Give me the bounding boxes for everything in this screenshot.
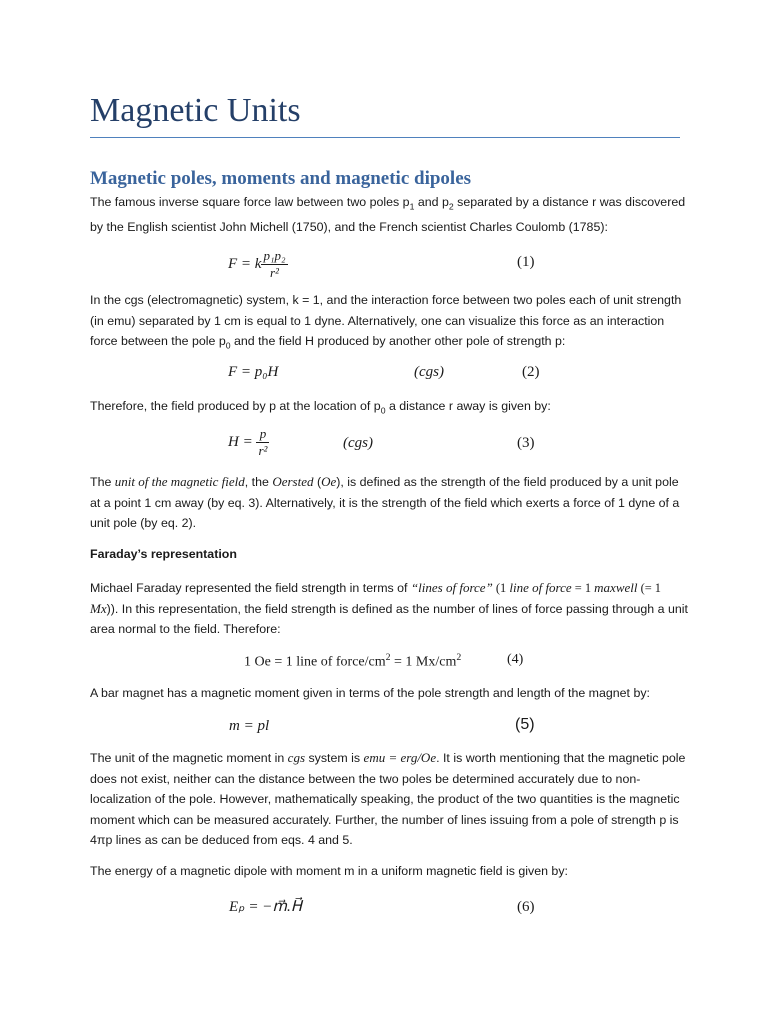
p5-italic-maxwell: maxwell xyxy=(594,580,638,595)
equation-1 xyxy=(228,248,288,281)
p5-text-e: )). In this representation, the field strength is defined as the number of lines of force passing through a unit area normal to the field. Therefore: xyxy=(90,601,688,636)
eq3-fraction xyxy=(256,426,269,459)
p5-text-a: Michael Faraday represented the field strength in terms of xyxy=(90,581,411,595)
p3-text-b: a distance r away is given by: xyxy=(385,399,551,413)
p5-italic-mx: Mx xyxy=(90,600,107,616)
equation-5-number: (5) xyxy=(515,716,535,733)
p4-italic-unit: unit of the magnetic field xyxy=(114,474,245,489)
equation-1-number: (1) xyxy=(517,254,535,270)
eq4-sup-1: 2 xyxy=(385,652,391,663)
equation-3-note: (cgs) xyxy=(343,435,373,451)
equation-2: F = p₀H xyxy=(228,364,279,380)
paragraph-cgs-system xyxy=(90,290,690,356)
equation-4 xyxy=(244,652,461,671)
eq1-lhs: F = k xyxy=(228,255,262,272)
eq3-numerator: p xyxy=(256,426,269,443)
paragraph-faraday xyxy=(90,578,690,640)
p5-italic-line-of-force: line of force xyxy=(509,580,572,595)
p4-text-d: ), is defined as the strength of the field produced by a unit pole at a point 1 cm away (by eq. 3). Alternatively, it is the strength of the field which exerts a force of 1 dyne of a unit pole (by eq. 2). xyxy=(90,475,680,530)
p7-italic-cgs: cgs xyxy=(287,750,306,765)
eq3-lhs: H = xyxy=(228,433,253,450)
equation-2-note: (cgs) xyxy=(414,364,444,380)
p7-italic-emu: emu = erg/Oe xyxy=(363,750,437,765)
equation-3 xyxy=(228,426,269,459)
eq3-denominator: r² xyxy=(258,443,268,458)
p5-text-c: = 1 xyxy=(571,581,595,595)
eq1-denominator: r² xyxy=(269,265,279,280)
section-heading: Magnetic poles, moments and magnetic dipoles xyxy=(90,168,472,189)
eq1-fraction xyxy=(261,248,287,281)
equation-2-number: (2) xyxy=(522,364,540,380)
p1-sub-2: 2 xyxy=(448,201,454,212)
p7-text-a: The unit of the magnetic moment in xyxy=(90,751,288,765)
p7-text-c: . It is worth mentioning that the magnetic pole does not exist, neither can the distance between the two poles be determined accurately due to non-localization of the pole. However, mathematically speaking, the product of the two quantities is the magnetic moment which can be measured accurately. Further, the number of lines issuing from a pole of strength p is 4πp lines as can be deduced from eqs. 4 and 5. xyxy=(90,751,686,847)
p7-text-b: system is xyxy=(305,751,364,765)
eq4-sup-2: 2 xyxy=(456,652,462,663)
paragraph-magnetic-moment-unit xyxy=(90,748,690,851)
p5-italic-lines-of-force: “lines of force” xyxy=(410,580,493,595)
p4-italic-oe: Oe xyxy=(321,474,337,489)
p4-text-b: , the xyxy=(244,475,273,489)
p5-text-d: (= 1 xyxy=(637,581,662,595)
p1-text-c: separated by a distance r was discovered by the English scientist John Michell (1750), and the French scientist Charles Coulomb (1785): xyxy=(90,195,686,234)
p2-text-a: In the cgs (electromagnetic) system, k = 1, and the interaction force between two poles each of unit strength (in emu) separated by 1 cm is equal to 1 dyne. Alternatively, one can visualize this force as an interaction force between the pole p xyxy=(90,293,682,348)
equation-6-number: (6) xyxy=(517,899,535,915)
eq1-numerator: p₁p₂ xyxy=(263,248,286,263)
paragraph-inverse-square-law xyxy=(90,192,690,237)
p1-text-a: The famous inverse square force law between two poles p xyxy=(90,195,410,209)
equation-4-number: (4) xyxy=(507,652,524,667)
title-underline xyxy=(90,137,680,138)
p4-italic-oersted: Oersted xyxy=(272,474,314,489)
equation-5: m = pl xyxy=(229,718,270,734)
p3-sub: 0 xyxy=(380,405,386,416)
p1-text-b: and p xyxy=(414,195,449,209)
paragraph-field-location xyxy=(90,396,690,421)
p5-text-b: (1 xyxy=(492,581,510,595)
equation-3-number: (3) xyxy=(517,435,535,451)
p2-sub: 0 xyxy=(225,340,231,351)
faraday-heading: Faraday’s representation xyxy=(90,547,237,561)
p3-text-a: Therefore, the field produced by p at the location of p xyxy=(90,399,381,413)
paragraph-dipole-energy: The energy of a magnetic dipole with moment m in a uniform magnetic field is given by: xyxy=(90,864,568,878)
p2-text-b: and the field H produced by another other pole of strength p: xyxy=(230,334,566,348)
eq4-text-a: 1 Oe = 1 line of force/cm xyxy=(244,654,386,670)
p4-text-a: The xyxy=(90,475,115,489)
p1-sub-1: 1 xyxy=(409,201,415,212)
paragraph-bar-magnet: A bar magnet has a magnetic moment given in terms of the pole strength and length of the magnet by: xyxy=(90,686,650,700)
eq4-text-b: = 1 Mx/cm xyxy=(390,654,457,670)
equation-6: Eₚ = −m⃗.H⃗ xyxy=(229,899,302,915)
paragraph-oersted xyxy=(90,472,690,534)
page-title: Magnetic Units xyxy=(90,92,301,129)
p4-text-c: ( xyxy=(313,475,322,489)
